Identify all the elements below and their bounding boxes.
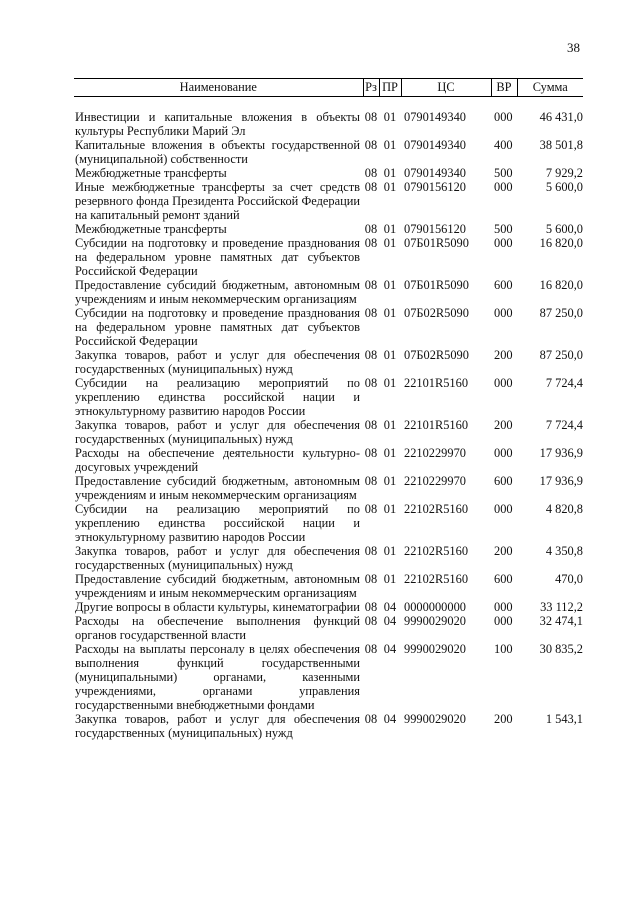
row-rz: 08 xyxy=(364,306,378,320)
row-rz: 08 xyxy=(364,376,378,390)
row-vr: 600 xyxy=(494,278,513,292)
table-row xyxy=(74,418,583,446)
table-row xyxy=(74,138,583,166)
row-sum: 7 724,4 xyxy=(545,376,583,390)
row-rz: 08 xyxy=(364,474,378,488)
row-pr: 04 xyxy=(383,614,397,628)
row-sum: 7 724,4 xyxy=(545,418,583,432)
row-rz: 08 xyxy=(364,138,378,152)
table-row xyxy=(74,278,583,306)
row-rz: 08 xyxy=(364,110,378,124)
row-name: Предоставление субсидий бюджетным, автономным учреждениям и иным некоммерческим организациям xyxy=(75,572,360,600)
row-rz: 08 xyxy=(364,348,378,362)
row-sum: 4 820,8 xyxy=(545,502,583,516)
row-name: Капитальные вложения в объекты государственной (муниципальной) собственности xyxy=(75,138,360,166)
table-row xyxy=(74,97,583,139)
row-vr: 600 xyxy=(494,474,513,488)
row-sum: 470,0 xyxy=(555,572,583,586)
row-cs: 07Б01R5090 xyxy=(404,278,469,292)
page-number: 38 xyxy=(567,40,580,55)
header-cs: ЦС xyxy=(401,79,491,97)
budget-table xyxy=(74,78,583,740)
table-row xyxy=(74,544,583,572)
row-name: Субсидии на реализацию мероприятий по укреплению единства российской нации и этнокультурному развитию народов России xyxy=(75,502,360,544)
header-pr: ПР xyxy=(379,79,401,97)
row-sum: 5 600,0 xyxy=(545,222,583,236)
row-vr: 000 xyxy=(494,180,513,194)
table-row xyxy=(74,222,583,236)
row-name: Закупка товаров, работ и услуг для обеспечения государственных (муниципальных) нужд xyxy=(75,418,360,446)
row-pr: 01 xyxy=(383,306,397,320)
row-pr: 01 xyxy=(383,348,397,362)
row-rz: 08 xyxy=(364,180,378,194)
row-vr: 400 xyxy=(494,138,513,152)
row-vr: 200 xyxy=(494,712,513,726)
row-name: Другие вопросы в области культуры, кинематографии xyxy=(75,600,360,614)
table-row xyxy=(74,572,583,600)
row-sum: 7 929,2 xyxy=(545,166,583,180)
table-body xyxy=(74,97,583,741)
row-pr: 01 xyxy=(383,544,397,558)
row-rz: 08 xyxy=(364,166,378,180)
table-header xyxy=(74,79,583,97)
row-vr: 200 xyxy=(494,418,513,432)
row-cs: 22101R5160 xyxy=(404,376,469,390)
row-sum: 32 474,1 xyxy=(539,614,583,628)
row-pr: 01 xyxy=(383,180,397,194)
row-cs: 0790149340 xyxy=(404,166,466,180)
row-vr: 000 xyxy=(494,236,513,250)
row-name: Закупка товаров, работ и услуг для обеспечения государственных (муниципальных) нужд xyxy=(75,544,360,572)
header-vr: ВР xyxy=(491,79,517,97)
row-rz: 08 xyxy=(364,642,378,656)
row-cs: 0790156120 xyxy=(404,222,466,236)
row-sum: 30 835,2 xyxy=(539,642,583,656)
row-vr: 000 xyxy=(494,110,513,124)
table-row xyxy=(74,446,583,474)
table-row xyxy=(74,502,583,544)
row-pr: 04 xyxy=(383,642,397,656)
row-sum: 87 250,0 xyxy=(539,348,583,362)
row-vr: 000 xyxy=(494,614,513,628)
row-name: Межбюджетные трансферты xyxy=(75,222,227,236)
row-rz: 08 xyxy=(364,712,378,726)
row-name: Предоставление субсидий бюджетным, автономным учреждениям и иным некоммерческим организациям xyxy=(75,474,360,502)
row-vr: 500 xyxy=(494,166,513,180)
table-row xyxy=(74,306,583,348)
header-rz: Рз xyxy=(363,79,379,97)
row-vr: 000 xyxy=(494,600,513,614)
row-sum: 4 350,8 xyxy=(545,544,583,558)
row-pr: 04 xyxy=(383,712,397,726)
row-cs: 9990029020 xyxy=(404,642,466,656)
row-sum: 16 820,0 xyxy=(539,236,583,250)
row-pr: 01 xyxy=(383,110,397,124)
row-rz: 08 xyxy=(364,572,378,586)
row-sum: 16 820,0 xyxy=(539,278,583,292)
row-cs: 0790149340 xyxy=(404,138,466,152)
row-name: Закупка товаров, работ и услуг для обеспечения государственных (муниципальных) нужд xyxy=(75,348,360,376)
row-cs: 2210229970 xyxy=(404,474,466,488)
row-pr: 01 xyxy=(383,446,397,460)
table-row xyxy=(74,474,583,502)
table-row xyxy=(74,614,583,642)
row-pr: 01 xyxy=(383,236,397,250)
table-row xyxy=(74,348,583,376)
row-pr: 01 xyxy=(383,138,397,152)
row-rz: 08 xyxy=(364,446,378,460)
row-rz: 08 xyxy=(364,600,378,614)
row-sum: 46 431,0 xyxy=(539,110,583,124)
row-name: Закупка товаров, работ и услуг для обеспечения государственных (муниципальных) нужд xyxy=(75,712,360,740)
row-cs: 07Б02R5090 xyxy=(404,306,469,320)
row-cs: 07Б01R5090 xyxy=(404,236,469,250)
row-cs: 0000000000 xyxy=(404,600,466,614)
row-cs: 9990029020 xyxy=(404,614,466,628)
row-vr: 200 xyxy=(494,348,513,362)
row-rz: 08 xyxy=(364,502,378,516)
row-sum: 17 936,9 xyxy=(539,446,583,460)
row-cs: 0790149340 xyxy=(404,110,466,124)
row-pr: 01 xyxy=(383,502,397,516)
row-pr: 01 xyxy=(383,572,397,586)
row-cs: 2210229970 xyxy=(404,446,466,460)
table-row xyxy=(74,642,583,712)
row-pr: 01 xyxy=(383,222,397,236)
table-row xyxy=(74,180,583,222)
row-name: Субсидии на реализацию мероприятий по укреплению единства российской нации и этнокультурному развитию народов России xyxy=(75,376,360,418)
table-row xyxy=(74,376,583,418)
table-row xyxy=(74,236,583,278)
row-rz: 08 xyxy=(364,614,378,628)
row-vr: 000 xyxy=(494,306,513,320)
row-rz: 08 xyxy=(364,222,378,236)
row-rz: 08 xyxy=(364,418,378,432)
row-name: Межбюджетные трансферты xyxy=(75,166,227,180)
row-name: Расходы на обеспечение выполнения функций органов государственной власти xyxy=(75,614,360,642)
row-vr: 200 xyxy=(494,544,513,558)
row-sum: 1 543,1 xyxy=(545,712,583,726)
row-rz: 08 xyxy=(364,278,378,292)
row-rz: 08 xyxy=(364,236,378,250)
row-cs: 07Б02R5090 xyxy=(404,348,469,362)
row-name: Расходы на обеспечение деятельности культурно-досуговых учреждений xyxy=(75,446,360,474)
header-sum: Сумма xyxy=(517,79,583,97)
row-pr: 01 xyxy=(383,166,397,180)
row-cs: 0790156120 xyxy=(404,180,466,194)
row-sum: 87 250,0 xyxy=(539,306,583,320)
table-row xyxy=(74,600,583,614)
row-name: Субсидии на подготовку и проведение празднования на федеральном уровне памятных дат субъектов Российской Федерации xyxy=(75,236,360,278)
row-cs: 22102R5160 xyxy=(404,502,469,516)
row-vr: 000 xyxy=(494,502,513,516)
row-name: Иные межбюджетные трансферты за счет средств резервного фонда Президента Российской Федерации на капитальный ремонт зданий xyxy=(75,180,360,222)
row-vr: 000 xyxy=(494,376,513,390)
row-sum: 17 936,9 xyxy=(539,474,583,488)
table-row xyxy=(74,712,583,740)
row-pr: 04 xyxy=(383,600,397,614)
row-name: Расходы на выплаты персоналу в целях обеспечения выполнения функций государственными (муниципальными) органами, казенными учреждениями, органами управления государственными внебюджетными фондами xyxy=(75,642,360,712)
row-sum: 38 501,8 xyxy=(539,138,583,152)
row-pr: 01 xyxy=(383,278,397,292)
row-vr: 600 xyxy=(494,572,513,586)
row-cs: 22102R5160 xyxy=(404,572,469,586)
row-sum: 33 112,2 xyxy=(540,600,583,614)
row-sum: 5 600,0 xyxy=(545,180,583,194)
row-name: Субсидии на подготовку и проведение празднования на федеральном уровне памятных дат субъектов Российской Федерации xyxy=(75,306,360,348)
row-cs: 9990029020 xyxy=(404,712,466,726)
table-row xyxy=(74,166,583,180)
header-name: Наименование xyxy=(74,79,363,97)
row-pr: 01 xyxy=(383,376,397,390)
row-cs: 22101R5160 xyxy=(404,418,469,432)
row-vr: 500 xyxy=(494,222,513,236)
row-rz: 08 xyxy=(364,544,378,558)
row-pr: 01 xyxy=(383,418,397,432)
row-name: Инвестиции и капитальные вложения в объекты культуры Республики Марий Эл xyxy=(75,110,360,138)
row-pr: 01 xyxy=(383,474,397,488)
row-cs: 22102R5160 xyxy=(404,544,469,558)
row-vr: 100 xyxy=(494,642,513,656)
row-name: Предоставление субсидий бюджетным, автономным учреждениям и иным некоммерческим организациям xyxy=(75,278,360,306)
row-vr: 000 xyxy=(494,446,513,460)
